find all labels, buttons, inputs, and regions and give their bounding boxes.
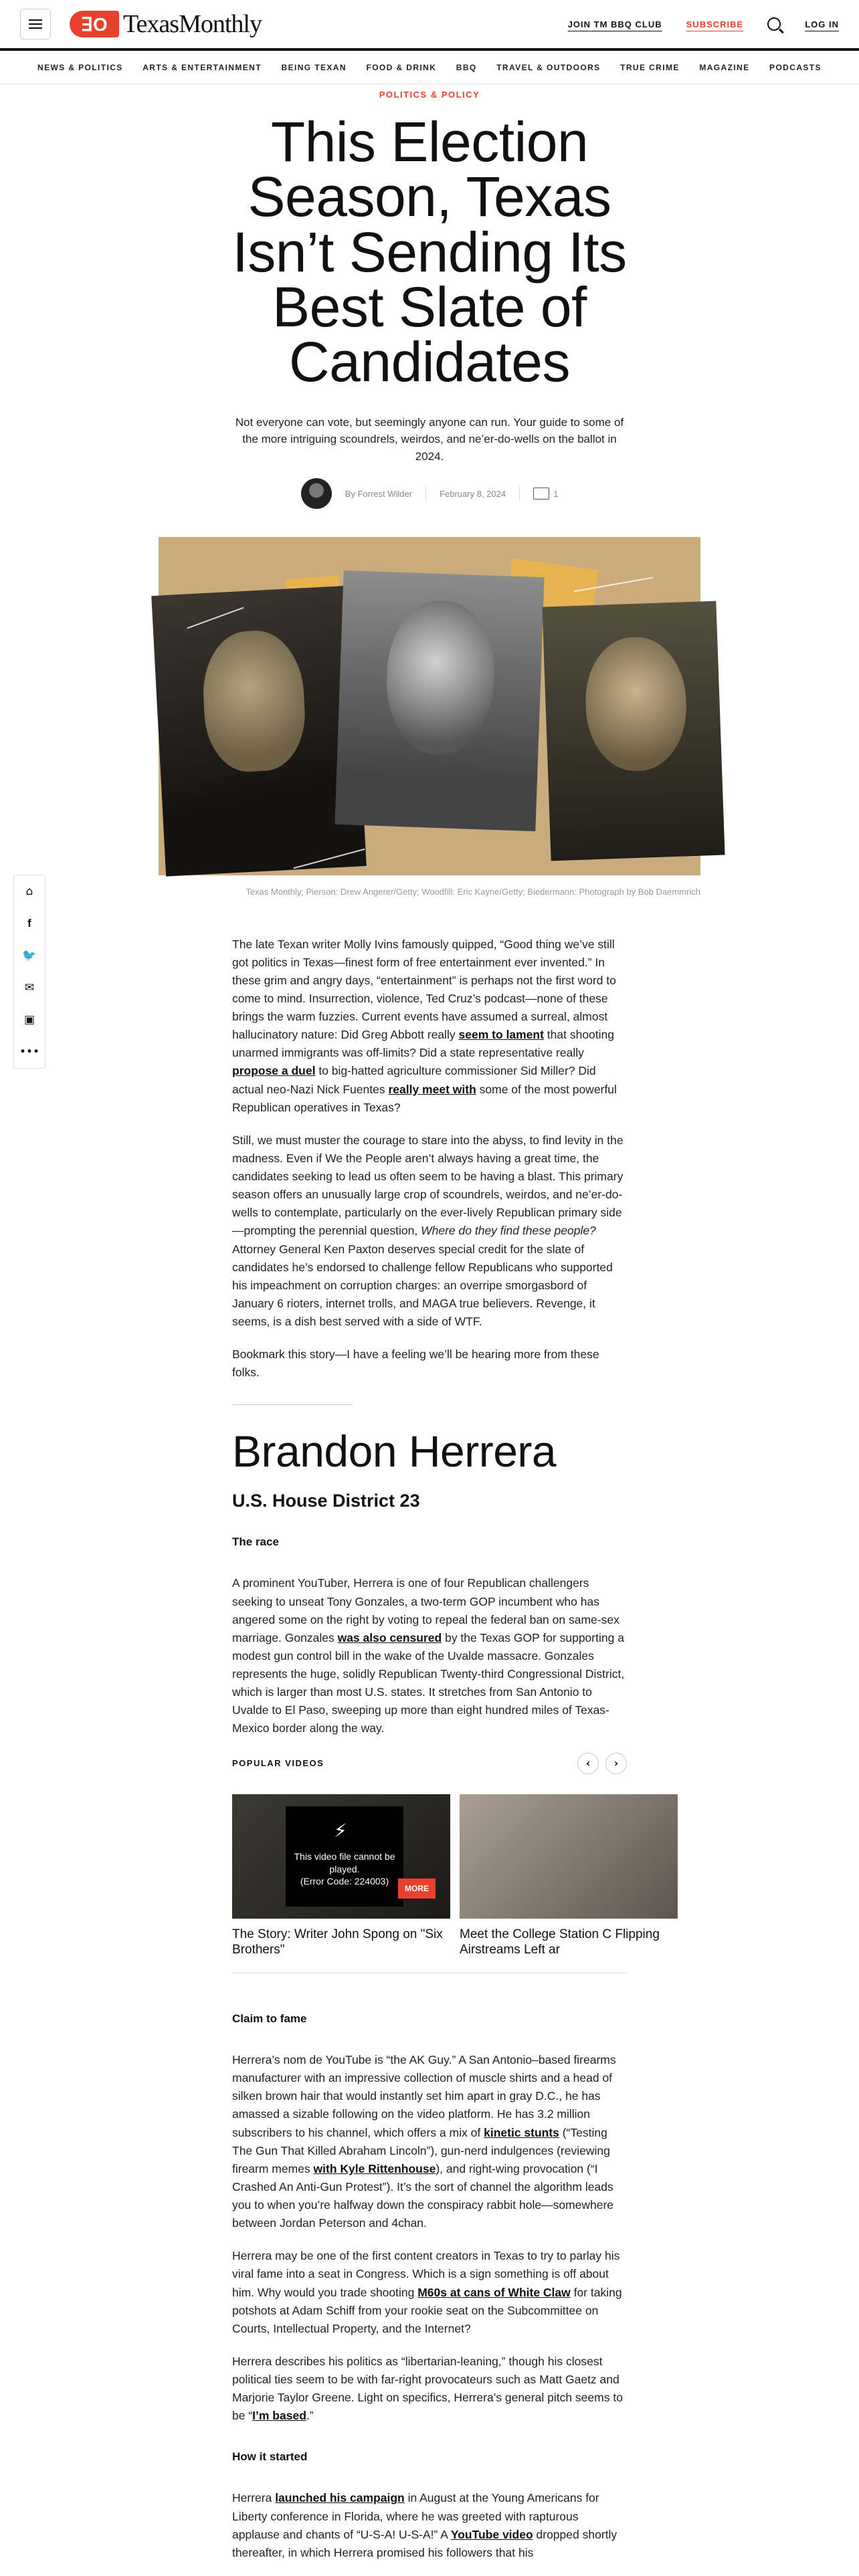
- paragraph: The late Texan writer Molly Ivins famously quipped, “Good thing we’ve still got politics in Texas—finest form of free entertainment ever invented.” In these grim and angry days, “entertainment” is perhaps not the first word to come to mind. Insurrection, violence, Ted Cruz’s podcast—none of these brings the warm fuzzies. Current events have assumed a surreal, almost hallucinatory nature: Did Greg Abbott really seem to lament that shooting unarmed immigrants was off-limits? Did a state representative really propose a duel to big-hatted agriculture commissioner Sid Miller? Did actual neo-Nazi Nick Fuentes really meet with some of the most powerful Republican operatives in Texas?: [232, 937, 617, 1114]
- videos-header: [232, 1753, 627, 1774]
- logo-text: TexasMonthly: [123, 10, 262, 38]
- article-body: [232, 936, 660, 2562]
- site-header: [0, 0, 859, 51]
- nav-bbq[interactable]: BBQ: [456, 62, 477, 72]
- paragraph: Herrera’s nom de YouTube is “the AK Guy.” A San Antonio–based firearms manufacturer with an impressive collection of muscle shirts and a head of silken brown hair that would instantly set him apart in gray D.C., he has amassed a sizable following on the video platform. He has 3.2 million subscribers to his channel, which offers a mix of kinetic stunts (“Testing The Gun That Killed Abraham Lincoln”), gun-nerd indulgences (reviewing firearm memes with Kyle Rittenhouse), and right-wing provocation (“I Crashed An Anti-Gun Protest”). It’s the sort of channel the algorithm leads you to when you’re halfway down the conspiracy rabbit hole—somewhere between Jordan Peterson and 4chan.: [232, 2053, 616, 2230]
- byline-row: [0, 478, 859, 509]
- nav-being-texan[interactable]: BEING TEXAN: [281, 62, 347, 72]
- video-card[interactable]: [460, 1794, 678, 1959]
- subscribe-link[interactable]: SUBSCRIBE: [686, 19, 744, 29]
- carousel-arrows: [577, 1753, 627, 1774]
- image-caption: Texas Monthly; Pierson: Drew Angerer/Getty; Woodfill: Eric Kayne/Getty; Biedermann: Photograph by Bob Daemmrich: [246, 887, 700, 897]
- home-icon[interactable]: ⌂: [25, 885, 33, 898]
- more-button[interactable]: MORE: [398, 1879, 436, 1899]
- inline-link[interactable]: seem to lament: [458, 1028, 544, 1042]
- inline-link[interactable]: kinetic stunts: [484, 2125, 559, 2139]
- facebook-icon[interactable]: f: [27, 917, 31, 930]
- subhead-claim-to-fame: Claim to fame: [232, 2012, 307, 2026]
- candidate-photo-center: [335, 570, 544, 831]
- divider: [519, 486, 520, 501]
- error-message: This video file cannot be played.: [294, 1850, 395, 1874]
- popular-videos-module: [232, 1753, 660, 1974]
- login-link[interactable]: LOG IN: [805, 19, 839, 29]
- article-headline: This Election Season, Texas Isn’t Sending Its Best Slate of Candidates: [232, 110, 627, 394]
- comment-count: 1: [553, 488, 559, 499]
- chevron-right-icon[interactable]: ›: [605, 1753, 627, 1774]
- chevron-left-icon[interactable]: ‹: [577, 1753, 599, 1774]
- subhead-the-race: The race: [232, 1535, 279, 1549]
- inline-link[interactable]: was also censured: [337, 1630, 442, 1644]
- inline-link[interactable]: I’m based: [252, 2409, 306, 2423]
- nav-true-crime[interactable]: TRUE CRIME: [620, 62, 680, 72]
- category-kicker[interactable]: POLITICS & POLICY: [379, 90, 480, 100]
- video-title[interactable]: Meet the College Station C Flipping Airstreams Left ar: [460, 1927, 660, 1957]
- article-dek: Not everyone can vote, but seemingly anyone can run. Your guide to some of the more intriguing scoundrels, weirdos, and ne’er-do-wells on the ballot in 2024.: [235, 415, 624, 463]
- inline-link[interactable]: YouTube video: [450, 2527, 533, 2541]
- twitter-icon[interactable]: 🐦: [22, 949, 37, 962]
- nav-news-politics[interactable]: NEWS & POLITICS: [37, 62, 123, 72]
- nav-travel-outdoors[interactable]: TRAVEL & OUTDOORS: [496, 62, 601, 72]
- comment-count-link[interactable]: [533, 488, 558, 500]
- mail-icon[interactable]: ✉: [24, 981, 35, 994]
- subhead-how-it-started: How it started: [232, 2450, 308, 2464]
- paragraph: Still, we must muster the courage to stare into the abyss, to find levity in the madness. Even if We the People aren’t always having a great time, the candidates seeking to lead us often seem to be having a blast. This primary season offers an unusually large crop of scoundrels, weirdos, and ne’er-do-wells to contemplate, particularly on the ever-lively Republican primary side—prompting the perennial question, Where do they find these people? Attorney General Ken Paxton deserves special credit for the slate of candidates he’s endorsed to challenge fellow Republicans who supported his impeachment on corruption charges: an overripe smorgasbord of January 6 rioters, internet trolls, and MAGA true believers. Revenge, it seems, is a dish best served with a side of WTF.: [232, 1133, 624, 1329]
- candidate-district: U.S. House District 23: [232, 1491, 420, 1511]
- paragraph: Bookmark this story—I have a feeling we’ll be hearing more from these folks.: [232, 1348, 599, 1380]
- menu-icon[interactable]: [20, 9, 51, 39]
- inline-link[interactable]: with Kyle Rittenhouse: [313, 2161, 436, 2175]
- header-right: [568, 17, 839, 31]
- inline-link[interactable]: launched his campaign: [275, 2491, 405, 2505]
- paragraph: Herrera launched his campaign in August at the Young Americans for Liberty conference in Florida, where he was greeted with rapturous applause and chants of “U-S-A! U-S-A!” A YouTube video dropped shortly thereafter, in which Herrera promised his followers that his: [232, 2491, 617, 2559]
- logo-mark: ꓱO: [70, 11, 119, 37]
- nav-food-drink[interactable]: FOOD & DRINK: [366, 62, 437, 72]
- video-thumbnail[interactable]: [460, 1794, 678, 1919]
- candidate-name: Brandon Herrera: [232, 1426, 557, 1477]
- author-avatar[interactable]: [301, 478, 332, 509]
- error-code: (Error Code: 224003): [300, 1876, 389, 1887]
- broken-video-icon: ⚡: [334, 1819, 347, 1842]
- video-player[interactable]: [232, 1794, 450, 1919]
- hero-image: [159, 537, 700, 875]
- comment-icon: [533, 488, 549, 500]
- nav-magazine[interactable]: MAGAZINE: [699, 62, 750, 72]
- search-icon[interactable]: [767, 17, 781, 31]
- videos-heading: POPULAR VIDEOS: [232, 1758, 324, 1769]
- video-carousel: [232, 1794, 660, 1959]
- candidate-photo-left: [151, 585, 367, 876]
- inline-link[interactable]: M60s at cans of White Claw: [417, 2285, 571, 2299]
- inline-link[interactable]: propose a duel: [232, 1064, 316, 1078]
- video-error: [286, 1806, 403, 1907]
- paragraph: A prominent YouTuber, Herrera is one of four Republican challengers seeking to unseat Tony Gonzales, a two-term GOP incumbent who has angered some on the right by voting to repeal the federal ban on same-sex marriage. Gonzales was also censured by the Texas GOP for supporting a modest gun control bill in the wake of the Uvalde massacre. Gonzales represents the huge, solidly Republican Twenty-third Congressional District, which is larger than most U.S. states. It stretches from San Antonio to Uvalde to El Paso, sweeping up more than eight hundred miles of Texas-Mexico border along the way.: [232, 1576, 625, 1735]
- paragraph: Herrera describes his politics as “libertarian-leaning,” though his closest political ties seem to be with far-right provocateurs such as Matt Gaetz and Marjorie Taylor Greene. Light on specifics, Herrera’s general pitch seems to be “I’m based.”: [232, 2354, 623, 2423]
- author-name[interactable]: By Forrest Wilder: [345, 488, 413, 499]
- publish-date: February 8, 2024: [440, 488, 506, 499]
- nav-arts-entertainment[interactable]: ARTS & ENTERTAINMENT: [142, 62, 262, 72]
- divider: [425, 486, 426, 501]
- video-title[interactable]: The Story: Writer John Spong on "Six Brothers": [232, 1927, 443, 1957]
- candidate-photo-right: [542, 601, 725, 861]
- video-card[interactable]: [232, 1794, 450, 1959]
- bbq-club-link[interactable]: JOIN TM BBQ CLUB: [567, 19, 662, 29]
- section-divider: [232, 1404, 353, 1405]
- nav-podcasts[interactable]: PODCASTS: [769, 62, 822, 72]
- share-rail: [13, 875, 45, 1069]
- comment-icon[interactable]: ▣: [23, 1013, 35, 1027]
- paragraph: Herrera may be one of the first content creators in Texas to try to parlay his viral fame into a seat in Congress. Which is a sign something is off about him. Why would you trade shooting M60s at cans of White Claw for taking potshots at Adam Schiff from your rookie seat on the Subcommittee on Courts, Intellectual Property, and the Internet?: [232, 2249, 622, 2335]
- inline-link[interactable]: really meet with: [388, 1082, 476, 1096]
- header-left: [20, 9, 262, 39]
- section-nav: [0, 51, 859, 84]
- site-logo[interactable]: [70, 9, 262, 39]
- more-icon[interactable]: •••: [19, 1045, 40, 1059]
